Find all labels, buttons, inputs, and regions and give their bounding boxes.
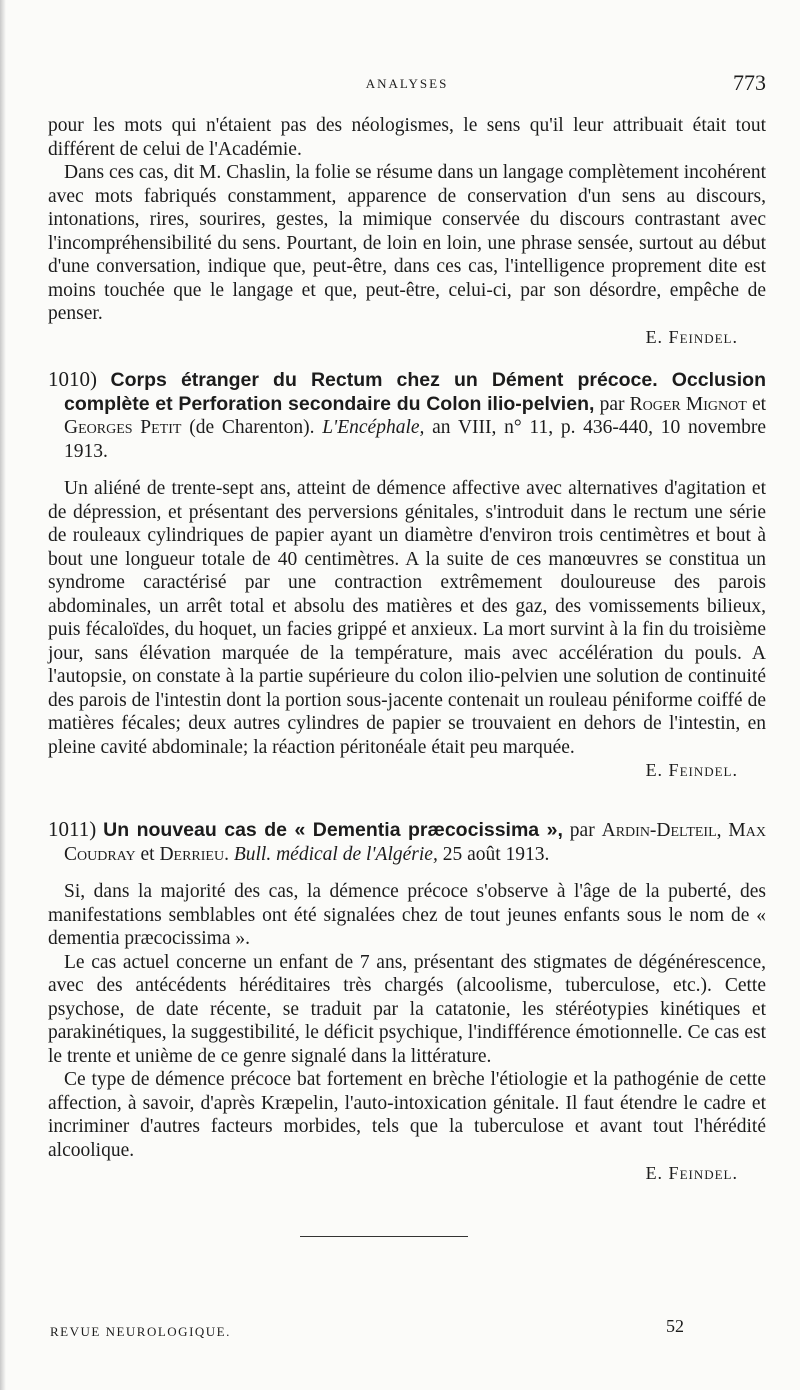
signature-text: E. Feindel. — [645, 326, 738, 347]
intro-paragraph-1: pour les mots qui n'étaient pas des néologismes, le sens qu'il leur attribuait était tout différent de celui de l'Académie. — [48, 115, 766, 160]
article-1011-paragraph-2: Le cas actuel concerne un enfant de 7 ans, présentant des stigmates de dégénérescence, avec des antécédents héréditaires très chargés (alcoolisme, tuberculose, etc.). Cette psychose, de date récente, se traduit par la catatonie, les stéréotypies kinétiques et parakinétiques, la suggestibilité, le déficit psychique, l'indifférence émotionnelle. Ce cas est le trente et unième de ce genre signalé dans la littérature. — [48, 951, 766, 1067]
section-divider — [300, 1236, 468, 1237]
footer-journal: REVUE NEUROLOGIQUE. — [50, 1324, 231, 1339]
article-1011 — [48, 818, 766, 1186]
article-1011-heading — [48, 818, 766, 866]
author-2: Georges Petit — [64, 417, 182, 438]
citation: an VIII, n° 11, p. 436-440, 10 novembre 1913. — [64, 417, 767, 462]
signature-text: E. Feindel. — [645, 1163, 738, 1183]
article-1010-heading — [48, 368, 766, 463]
par-word: par — [569, 820, 595, 841]
article-1011-paragraph-3: Ce type de démence précoce bat fortement en brèche l'étiologie et la pathogénie de cette affection, à savoir, d'après Kræpelin, l'auto-intoxication génitale. Il faut étendre le cadre et incriminer d'autres facteurs morbides, tels que la tuberculose et avant tout l'hérédité alcoolique. — [48, 1069, 766, 1161]
intro-paragraph-2: Dans ces cas, dit M. Chaslin, la folie se résume dans un langage complètement incohérent avec mots fabriqués constamment, apparence de conservation d'un sens au discours, intonations, rires, sourires, gestes, la mimique conservée du discours contrastant avec l'incompréhensibilité du sens. Pourtant, de loin en loin, une phrase sensée, surtout au début d'une conversation, indique que, peut-être, dans ces cas, l'intelligence proprement dite est moins touchée que le langage et que, peut-être, celui-ci, par son désordre, empêche de penser. — [48, 162, 766, 324]
et-word: et — [140, 843, 155, 865]
citation: 25 août 1913. — [442, 843, 550, 865]
author-1: Roger Mignot — [629, 393, 747, 415]
scan-edge-shadow — [0, 0, 6, 1390]
page-number: 773 — [733, 70, 766, 95]
article-title: Un nouveau cas de « Dementia præcocissima », — [103, 819, 563, 841]
intro-signature — [48, 326, 766, 350]
article-title: Corps étranger du Rectum chez un Dément précoce. Occlusion complète et Perforation secondaire du Colon ilio-pelvien, — [64, 369, 766, 415]
affiliation: (de Charenton). — [189, 417, 315, 438]
article-1010-body: Un aliéné de trente-sept ans, atteint de démence affective avec alternatives d'agitation et de dépression, et présentant des perversions génitales, s'introduit dans le rectum une série de rouleaux cylindriques de papier ayant un diamètre d'environ trois centimètres et bout à bout une longueur totale de 40 centimètres. A la suite de ces manœuvres se constitua un syndrome caractérisé par une contraction extrêmement douloureuse des parois abdominales, un arrêt total et absolu des matières et des gaz, des vomissements bilieux, puis fécaloïdes, du hoquet, un facies grippé et anxieux. La mort survint à la fin du troisième jour, sans élévation marquée de la température, mais avec accélération du pouls. A l'autopsie, on constate à la partie supérieure du colon ilio-pelvien une solution de continuité des parois de l'intestin dont la portion sous-jacente contenait un rouleau péniforme coiffé de matières fécales; deux autres cylindres de papier se trouvaient en dehors de l'intestin, en pleine cavité abdominale; la réaction péritonéale était peu marquée. — [48, 478, 766, 758]
authors: Ardin-Delteil, Max Coudray — [64, 820, 766, 865]
author-3: Derrieu. — [159, 843, 229, 865]
journal-name: L'Encéphale, — [322, 417, 425, 438]
article-number: 1010) — [48, 367, 97, 391]
article-1010-signature — [48, 759, 766, 783]
et-word: et — [751, 393, 767, 415]
article-1011-signature — [48, 1162, 766, 1186]
par-word: par — [599, 393, 625, 415]
intro-section — [48, 114, 766, 349]
running-head — [48, 70, 766, 100]
article-number: 1011) — [48, 817, 97, 841]
running-title: ANALYSES — [365, 76, 449, 91]
journal-name: Bull. médical de l'Algérie, — [233, 843, 438, 865]
article-1010 — [48, 368, 766, 783]
signature-mark: 52 — [666, 1316, 684, 1336]
article-1011-paragraph-1: Si, dans la majorité des cas, la démence précoce s'observe à l'âge de la puberté, des manifestations semblables ont été signalées chez de tout jeunes enfants sous le nom de « dementia præcocissima ». — [48, 881, 766, 949]
signature-text: E. Feindel. — [645, 760, 738, 780]
